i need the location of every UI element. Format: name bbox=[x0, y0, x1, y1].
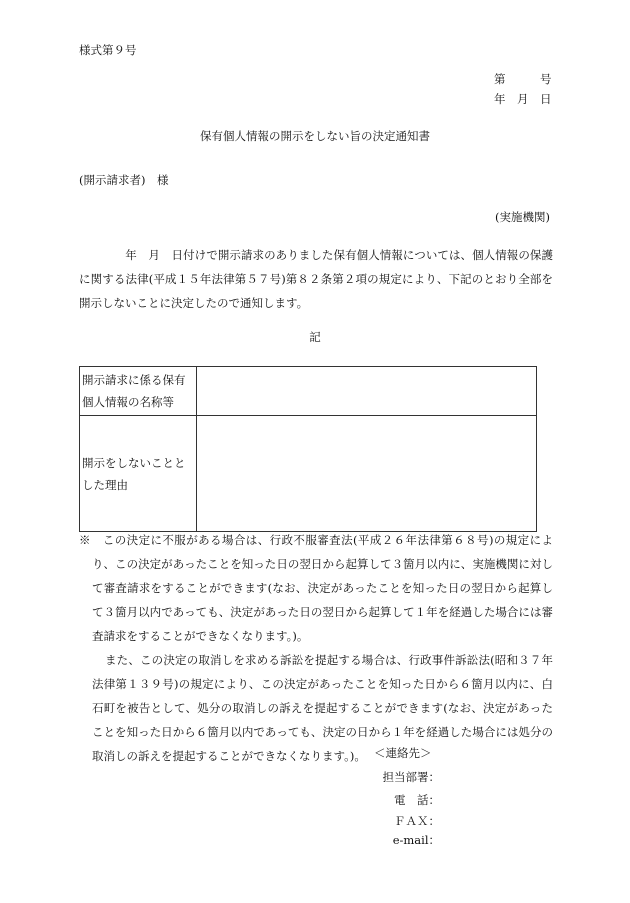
contact-phone: 電 話： bbox=[394, 793, 440, 807]
table-value-reason bbox=[197, 416, 537, 532]
contact-title: ＜連絡先＞ bbox=[374, 746, 432, 760]
contact-department: 担当部署： bbox=[382, 770, 440, 784]
form-number: 様式第９号 bbox=[79, 43, 137, 57]
date-line: 年 月 日 bbox=[494, 92, 552, 106]
lawsuit-note: また、この決定の取消しを求める訴訟を提起する場合は、行政事件訴訟法(昭和３７年法律第１３９号)の規定により、この決定があったことを知った日から６箇月以内に、白石町を被告として、処分の取消しの訴えを提起することができます(なお、決定があったことを知った日から６箇月以内であっても、決定の日から１年を経過した場合には処分の取消しの訴えを提起することができなくなります。)。 bbox=[92, 653, 553, 763]
record-heading: 記 bbox=[309, 330, 321, 344]
info-table bbox=[79, 366, 537, 532]
table-value-info-name bbox=[197, 367, 537, 416]
document-title: 保有個人情報の開示をしない旨の決定通知書 bbox=[200, 129, 430, 143]
body-paragraph: 年 月 日付けで開示請求のありました保有個人情報については、個人情報の保護に関する法律(平成１５年法律第５７号)第８２条第２項の規定により、下記のとおり全部を開示しないことに決定したので通知します。 bbox=[79, 248, 553, 310]
table-row bbox=[80, 416, 537, 532]
table-label-info-name: 開示請求に係る保有個人情報の名称等 bbox=[80, 367, 197, 416]
table-label-reason: 開示をしないこととした理由 bbox=[80, 416, 197, 532]
contact-fax: ＦＡＸ： bbox=[394, 814, 440, 828]
contact-email: e-mail： bbox=[392, 833, 440, 847]
table-row bbox=[80, 367, 537, 416]
implementing-agency: (実施機関) bbox=[495, 210, 550, 224]
appeal-note: ※ この決定に不服がある場合は、行政不服審査法(平成２６年法律第６８号)の規定により、この決定があったことを知った日の翌日から起算して３箇月以内に、実施機関に対して審査請求をすることができます(なお、決定があったことを知った日の翌日から起算して３箇月以内であっても、決定があった日の翌日から起算して１年を経過した場合には審査請求をすることができなくなります。)。 bbox=[79, 533, 553, 643]
requester-name: (開示請求者) 様 bbox=[79, 173, 169, 187]
notes-section bbox=[79, 528, 553, 768]
document-number-line: 第 号 bbox=[494, 72, 552, 86]
